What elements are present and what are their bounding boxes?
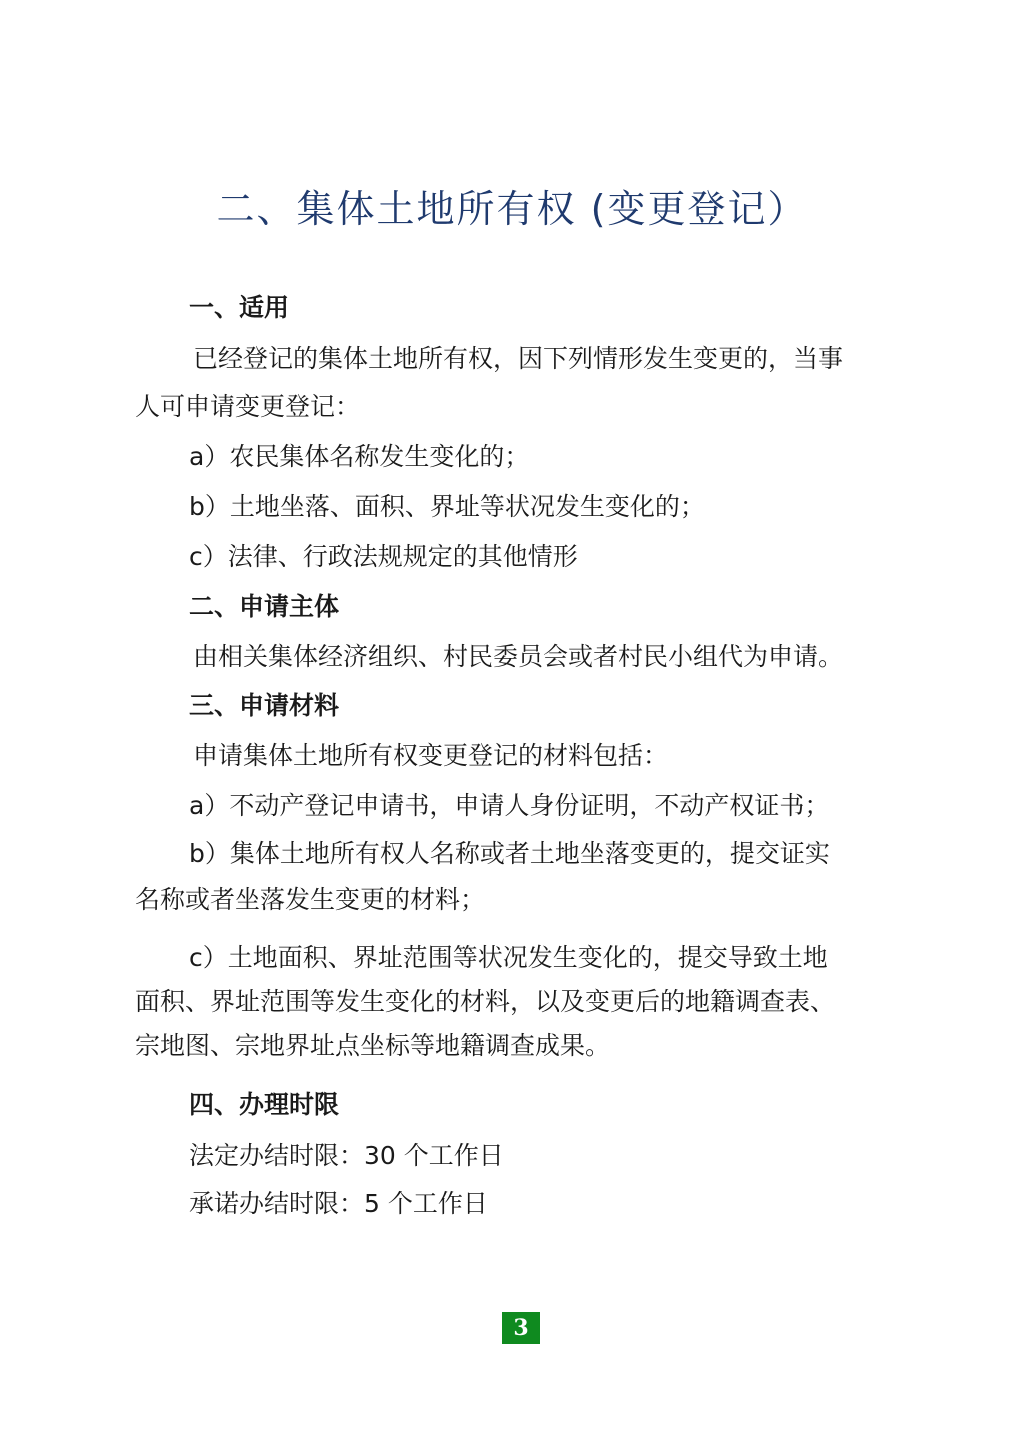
list-item: 宗地图、宗地界址点坐标等地籍调查成果。 xyxy=(135,1031,611,1060)
section-heading-materials: 三、申请材料 xyxy=(189,691,340,720)
list-item: b）集体土地所有权人名称或者土地坐落变更的，提交证实 xyxy=(189,839,830,868)
section-heading-applicable: 一、适用 xyxy=(189,293,290,322)
page-number: 3 xyxy=(502,1312,540,1344)
paragraph-line: 已经登记的集体土地所有权，因下列情形发生变更的，当事 xyxy=(193,344,844,373)
paragraph-line: 人可申请变更登记： xyxy=(135,392,361,421)
list-item: 名称或者坐落发生变更的材料； xyxy=(135,885,486,914)
list-item: a）不动产登记申请书，申请人身份证明，不动产权证书； xyxy=(189,791,830,820)
list-item: 面积、界址范围等发生变化的材料，以及变更后的地籍调查表、 xyxy=(135,987,836,1016)
legal-time-limit: 法定办结时限：30 个工作日 xyxy=(189,1141,504,1170)
list-item: c）法律、行政法规规定的其他情形 xyxy=(189,542,578,571)
list-item: c）土地面积、界址范围等状况发生变化的，提交导致土地 xyxy=(189,943,828,972)
list-item: a）农民集体名称发生变化的； xyxy=(189,442,530,471)
promised-time-limit: 承诺办结时限：5 个工作日 xyxy=(189,1189,488,1218)
list-item: b）土地坐落、面积、界址等状况发生变化的； xyxy=(189,492,705,521)
page-title: 二、集体土地所有权 (变更登记） xyxy=(216,187,808,231)
section-heading-applicant: 二、申请主体 xyxy=(189,592,340,621)
section-heading-time-limit: 四、办理时限 xyxy=(189,1090,340,1119)
paragraph-line: 由相关集体经济组织、村民委员会或者村民小组代为申请。 xyxy=(193,642,844,671)
paragraph-line: 申请集体土地所有权变更登记的材料包括： xyxy=(193,741,669,770)
